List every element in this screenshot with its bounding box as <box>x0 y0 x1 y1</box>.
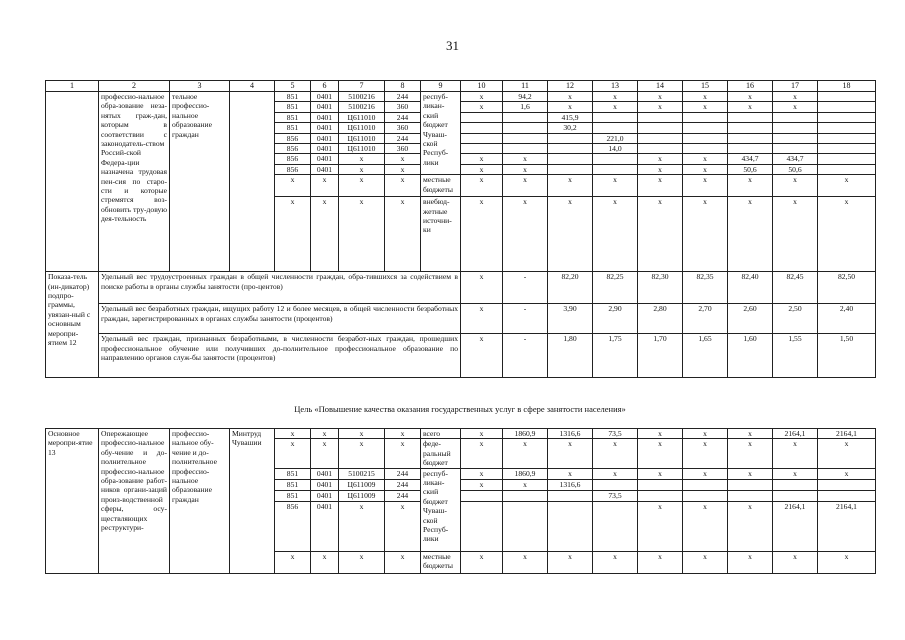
col-header: 10 <box>461 81 503 92</box>
value-cell <box>461 501 503 551</box>
indicator-value-cell: 82,50 <box>818 272 876 304</box>
budget-code-cell: x <box>385 429 421 439</box>
indicator-value-cell: 2,40 <box>818 304 876 334</box>
value-cell <box>503 133 548 143</box>
value-cell: x <box>773 439 818 468</box>
budget-table-part1 <box>45 80 876 378</box>
value-cell: x <box>728 175 773 197</box>
budget-code-cell: x <box>339 501 385 551</box>
col-header: 16 <box>728 81 773 92</box>
value-cell: x <box>461 102 503 112</box>
col-header: 4 <box>230 81 275 92</box>
budget-code-cell: Ц611009 <box>339 479 385 490</box>
table-row <box>46 429 876 439</box>
value-cell: x <box>683 154 728 164</box>
value-cell <box>773 133 818 143</box>
activity-type-cell: тельное профессио-нальное образование граждан <box>170 92 230 272</box>
budget-code-cell: 856 <box>275 154 311 164</box>
value-cell: 30,2 <box>548 123 593 133</box>
indicator-value-cell: 82,20 <box>548 272 593 304</box>
value-cell: x <box>548 175 593 197</box>
budget-code-cell: x <box>311 439 339 468</box>
value-cell <box>593 154 638 164</box>
col-header: 3 <box>170 81 230 92</box>
value-cell: x <box>818 197 876 272</box>
col-header: 2 <box>99 81 170 92</box>
value-cell: 1316,6 <box>548 429 593 439</box>
value-cell: x <box>638 551 683 573</box>
value-cell: x <box>503 479 548 490</box>
value-cell <box>818 154 876 164</box>
budget-code-cell: 0401 <box>311 154 339 164</box>
value-cell <box>773 112 818 122</box>
budget-code-cell: 856 <box>275 144 311 154</box>
budget-code-cell: 0401 <box>311 92 339 102</box>
budget-code-cell: 244 <box>385 112 421 122</box>
value-cell: x <box>461 479 503 490</box>
funding-source-cell: феде-ральный бюджет <box>421 439 461 468</box>
value-cell: x <box>638 501 683 551</box>
indicators-body <box>46 272 876 378</box>
value-cell <box>683 133 728 143</box>
budget-code-cell: x <box>385 154 421 164</box>
col-header: 17 <box>773 81 818 92</box>
value-cell: 2164,1 <box>773 501 818 551</box>
indicator-value-cell: 82,25 <box>593 272 638 304</box>
value-cell: x <box>683 102 728 112</box>
col-header: 12 <box>548 81 593 92</box>
value-cell: 14,0 <box>593 144 638 154</box>
value-cell: 434,7 <box>728 154 773 164</box>
value-cell: x <box>548 197 593 272</box>
value-cell <box>818 133 876 143</box>
value-cell: x <box>593 175 638 197</box>
value-cell: x <box>503 154 548 164</box>
value-cell <box>503 123 548 133</box>
value-cell: x <box>818 468 876 479</box>
indicator-value-cell: 1,65 <box>683 334 728 378</box>
budget-code-cell: x <box>275 429 311 439</box>
value-cell: x <box>683 551 728 573</box>
value-cell: x <box>683 468 728 479</box>
indicator-value-cell: 82,45 <box>773 272 818 304</box>
value-cell <box>593 479 638 490</box>
value-cell: 50,6 <box>773 164 818 174</box>
budget-code-cell: 0401 <box>311 133 339 143</box>
value-cell: x <box>461 429 503 439</box>
indicator-value-cell: x <box>461 304 503 334</box>
budget-code-cell: x <box>339 551 385 573</box>
budget-code-cell: x <box>339 154 385 164</box>
value-cell: x <box>818 551 876 573</box>
value-cell <box>548 144 593 154</box>
value-cell: x <box>728 468 773 479</box>
value-cell <box>503 490 548 501</box>
funding-source-cell: местные бюджеты <box>421 175 461 197</box>
budget-code-cell: x <box>339 175 385 197</box>
budget-code-cell: x <box>311 429 339 439</box>
indicator-value-cell: 2,60 <box>728 304 773 334</box>
budget-code-cell: 244 <box>385 479 421 490</box>
value-cell <box>818 102 876 112</box>
indicator-label-cell: Показа-тель (ин-дикатор) подпро-граммы, увязан-ный с основным меропри-ятием 12 <box>46 272 99 378</box>
value-cell: 1860,9 <box>503 468 548 479</box>
value-cell <box>773 144 818 154</box>
value-cell: x <box>773 197 818 272</box>
block2-body <box>46 429 876 574</box>
budget-code-cell: 244 <box>385 490 421 501</box>
value-cell <box>728 490 773 501</box>
value-cell: x <box>503 197 548 272</box>
value-cell: x <box>683 175 728 197</box>
indicator-value-cell: 1,50 <box>818 334 876 378</box>
indicator-value-cell: 3,90 <box>548 304 593 334</box>
value-cell: x <box>503 164 548 174</box>
indicator-row <box>46 304 876 334</box>
activity-number-cell: Основное меропри-ятие 13 <box>46 429 99 574</box>
budget-code-cell: 856 <box>275 133 311 143</box>
indicator-value-cell: 82,40 <box>728 272 773 304</box>
indicator-text-cell: Удельный вес трудоустроенных граждан в общей численности граждан, обра-тившихся за содействием в поиске работы в органы службы занятости (про-центов) <box>99 272 461 304</box>
budget-code-cell: 5100216 <box>339 102 385 112</box>
table-cell <box>230 92 275 272</box>
indicator-value-cell: 1,55 <box>773 334 818 378</box>
value-cell: 415,9 <box>548 112 593 122</box>
budget-code-cell: Ц611010 <box>339 112 385 122</box>
header-row <box>46 81 876 92</box>
budget-code-cell: x <box>385 197 421 272</box>
value-cell: 221,0 <box>593 133 638 143</box>
value-cell <box>461 490 503 501</box>
funding-source-cell: всего <box>421 429 461 439</box>
funding-source-cell: респуб-ликан-ский бюджет Чуваш-ской Респуб-лики <box>421 92 461 175</box>
indicator-value-cell: x <box>461 334 503 378</box>
budget-code-cell: 0401 <box>311 468 339 479</box>
budget-code-cell: 0401 <box>311 144 339 154</box>
value-cell: x <box>728 551 773 573</box>
indicator-value-cell: 82,30 <box>638 272 683 304</box>
value-cell: x <box>593 551 638 573</box>
value-cell: x <box>503 551 548 573</box>
value-cell <box>461 112 503 122</box>
indicator-value-cell: x <box>461 272 503 304</box>
budget-code-cell: x <box>339 439 385 468</box>
indicator-value-cell: 2,90 <box>593 304 638 334</box>
value-cell: x <box>773 175 818 197</box>
budget-code-cell: Ц611010 <box>339 133 385 143</box>
budget-code-cell: 0401 <box>311 501 339 551</box>
value-cell: x <box>773 551 818 573</box>
budget-code-cell: 851 <box>275 102 311 112</box>
funding-source-cell: внебюд-жетные источни-ки <box>421 197 461 272</box>
value-cell: x <box>461 154 503 164</box>
budget-code-cell: x <box>339 164 385 174</box>
value-cell <box>503 112 548 122</box>
budget-code-cell: 0401 <box>311 112 339 122</box>
budget-code-cell: Ц611009 <box>339 490 385 501</box>
value-cell: 73,5 <box>593 429 638 439</box>
value-cell: x <box>683 92 728 102</box>
budget-code-cell: x <box>275 551 311 573</box>
value-cell <box>638 490 683 501</box>
value-cell: 2164,1 <box>818 501 876 551</box>
value-cell <box>548 154 593 164</box>
value-cell: x <box>818 175 876 197</box>
col-header: 18 <box>818 81 876 92</box>
budget-code-cell: 244 <box>385 92 421 102</box>
value-cell <box>683 123 728 133</box>
value-cell: 94,2 <box>503 92 548 102</box>
budget-code-cell: x <box>275 175 311 197</box>
value-cell: x <box>638 429 683 439</box>
value-cell: x <box>683 164 728 174</box>
value-cell: x <box>461 164 503 174</box>
col-header: 13 <box>593 81 638 92</box>
value-cell <box>728 112 773 122</box>
value-cell <box>773 490 818 501</box>
value-cell: x <box>593 468 638 479</box>
value-cell <box>728 479 773 490</box>
value-cell: x <box>503 439 548 468</box>
activity-type-cell: профессио-нальное обу-чение и до-полнительное профессио-нальное образование граждан <box>170 429 230 574</box>
budget-table-part2 <box>45 428 876 574</box>
budget-code-cell: 244 <box>385 133 421 143</box>
budget-code-cell: 360 <box>385 102 421 112</box>
value-cell: 1860,9 <box>503 429 548 439</box>
col-header: 15 <box>683 81 728 92</box>
indicator-value-cell: 1,75 <box>593 334 638 378</box>
value-cell: x <box>638 154 683 164</box>
budget-code-cell: Ц611010 <box>339 123 385 133</box>
value-cell <box>593 112 638 122</box>
value-cell: x <box>461 468 503 479</box>
value-cell: x <box>683 429 728 439</box>
value-cell <box>683 144 728 154</box>
executor-cell: Минтруд Чувашии <box>230 429 275 574</box>
value-cell <box>548 133 593 143</box>
funding-source-cell: респуб-ликан-ский бюджет Чуваш-ской Респуб-лики <box>421 468 461 551</box>
budget-code-cell: 5100215 <box>339 468 385 479</box>
value-cell: 50,6 <box>728 164 773 174</box>
value-cell: 73,5 <box>593 490 638 501</box>
budget-code-cell: 851 <box>275 112 311 122</box>
indicator-text-cell: Удельный вес безработных граждан, ищущих работу 12 и более месяцев, в общей численности безработных граждан, зарегистрированных в органах службы занятости (процентов) <box>99 304 461 334</box>
activity-name-cell: профессио-нальное обра-зование неза-нятых граж-дан, которым в соответствии с законодатель-ством Россий-ской Федера-ции назначена трудовая пен-сия по старо-сти и которые стремятся воз-обновить тру-довую дея-тельность <box>99 92 170 272</box>
value-cell: x <box>548 92 593 102</box>
value-cell: x <box>593 92 638 102</box>
budget-code-cell: x <box>385 501 421 551</box>
value-cell: x <box>728 102 773 112</box>
budget-code-cell: 856 <box>275 164 311 174</box>
budget-code-cell: 856 <box>275 501 311 551</box>
value-cell: x <box>548 468 593 479</box>
value-cell: x <box>728 429 773 439</box>
value-cell: x <box>593 102 638 112</box>
col-header: 8 <box>385 81 421 92</box>
indicator-value-cell: - <box>503 272 548 304</box>
indicator-value-cell: 1,80 <box>548 334 593 378</box>
value-cell <box>818 164 876 174</box>
col-header: 9 <box>421 81 461 92</box>
value-cell: 2164,1 <box>818 429 876 439</box>
value-cell <box>728 144 773 154</box>
value-cell <box>638 112 683 122</box>
value-cell <box>818 490 876 501</box>
col-header: 1 <box>46 81 99 92</box>
value-cell: x <box>461 92 503 102</box>
value-cell <box>548 164 593 174</box>
budget-code-cell: 0401 <box>311 123 339 133</box>
value-cell: x <box>548 439 593 468</box>
goal-heading: Цель «Повышение качества оказания государственных услуг в сфере занятости населения» <box>294 404 626 414</box>
col-header: 6 <box>311 81 339 92</box>
budget-code-cell: 5100216 <box>339 92 385 102</box>
budget-code-cell: 0401 <box>311 490 339 501</box>
value-cell: x <box>728 439 773 468</box>
col-header: 7 <box>339 81 385 92</box>
value-cell: x <box>683 501 728 551</box>
value-cell <box>728 133 773 143</box>
value-cell: 2164,1 <box>773 429 818 439</box>
value-cell: x <box>773 92 818 102</box>
value-cell: 434,7 <box>773 154 818 164</box>
budget-code-cell: x <box>385 551 421 573</box>
value-cell: 1316,6 <box>548 479 593 490</box>
col-header: 11 <box>503 81 548 92</box>
indicator-value-cell: 1,60 <box>728 334 773 378</box>
col-header: 14 <box>638 81 683 92</box>
funding-source-cell: местные бюджеты <box>421 551 461 573</box>
budget-code-cell: 851 <box>275 490 311 501</box>
value-cell: x <box>728 197 773 272</box>
budget-code-cell: x <box>385 175 421 197</box>
value-cell <box>683 112 728 122</box>
value-cell: x <box>638 92 683 102</box>
value-cell <box>503 144 548 154</box>
value-cell <box>638 144 683 154</box>
col-header: 5 <box>275 81 311 92</box>
value-cell <box>548 501 593 551</box>
value-cell: x <box>638 164 683 174</box>
value-cell <box>818 123 876 133</box>
budget-code-cell: 0401 <box>311 102 339 112</box>
value-cell <box>638 123 683 133</box>
indicator-row <box>46 334 876 378</box>
budget-code-cell: 851 <box>275 92 311 102</box>
indicator-text-cell: Удельный вес граждан, признанных безработными, в численности безработ-ных граждан, прошедших профессиональное обучение или получивших до-полнительное профессиональное образование по направлению органов служ-бы занятости (процентов) <box>99 334 461 378</box>
value-cell: x <box>683 197 728 272</box>
value-cell: x <box>548 102 593 112</box>
budget-code-cell: 360 <box>385 123 421 133</box>
budget-code-cell: x <box>385 164 421 174</box>
value-cell: 1,6 <box>503 102 548 112</box>
value-cell: x <box>638 175 683 197</box>
budget-code-cell: x <box>339 197 385 272</box>
value-cell <box>503 501 548 551</box>
value-cell: x <box>461 197 503 272</box>
value-cell: x <box>503 175 548 197</box>
page-number: 31 <box>446 38 459 53</box>
value-cell: x <box>593 197 638 272</box>
budget-code-cell: Ц611010 <box>339 144 385 154</box>
budget-code-cell: 0401 <box>311 479 339 490</box>
block1-body <box>46 92 876 272</box>
value-cell <box>683 479 728 490</box>
value-cell: x <box>461 175 503 197</box>
budget-code-cell: 851 <box>275 479 311 490</box>
value-cell: x <box>638 468 683 479</box>
indicator-value-cell: 2,80 <box>638 304 683 334</box>
value-cell <box>818 479 876 490</box>
value-cell: x <box>773 102 818 112</box>
budget-code-cell: x <box>339 429 385 439</box>
indicator-value-cell: 82,35 <box>683 272 728 304</box>
value-cell: x <box>461 551 503 573</box>
budget-code-cell: x <box>275 197 311 272</box>
value-cell <box>638 479 683 490</box>
value-cell <box>818 92 876 102</box>
value-cell <box>773 479 818 490</box>
indicator-value-cell: - <box>503 334 548 378</box>
value-cell: x <box>593 439 638 468</box>
value-cell: x <box>638 197 683 272</box>
budget-code-cell: x <box>275 439 311 468</box>
budget-code-cell: x <box>311 175 339 197</box>
indicator-row <box>46 272 876 304</box>
indicator-value-cell: 1,70 <box>638 334 683 378</box>
value-cell <box>461 144 503 154</box>
value-cell: x <box>728 501 773 551</box>
value-cell <box>818 112 876 122</box>
value-cell: x <box>638 102 683 112</box>
value-cell <box>461 133 503 143</box>
value-cell: x <box>818 439 876 468</box>
value-cell <box>818 144 876 154</box>
value-cell <box>683 490 728 501</box>
budget-code-cell: x <box>385 439 421 468</box>
budget-code-cell: 244 <box>385 468 421 479</box>
budget-code-cell: x <box>311 197 339 272</box>
value-cell: x <box>683 439 728 468</box>
value-cell <box>773 123 818 133</box>
budget-code-cell: x <box>311 551 339 573</box>
value-cell <box>593 123 638 133</box>
indicator-value-cell: 2,70 <box>683 304 728 334</box>
budget-code-cell: 851 <box>275 468 311 479</box>
indicator-value-cell: 2,50 <box>773 304 818 334</box>
value-cell <box>461 123 503 133</box>
value-cell: x <box>548 551 593 573</box>
budget-code-cell: 851 <box>275 123 311 133</box>
budget-code-cell: 360 <box>385 144 421 154</box>
value-cell: x <box>728 92 773 102</box>
table-row <box>46 92 876 102</box>
value-cell <box>548 490 593 501</box>
indicator-value-cell: - <box>503 304 548 334</box>
activity-name-cell: Опережающее профессио-нальное обу-чение и до-полнительное профессио-нальное обра-зование работ-ников органи-заций произ-водственной сферы, осу-ществляющих реструктури- <box>99 429 170 574</box>
value-cell <box>593 501 638 551</box>
value-cell: x <box>773 468 818 479</box>
value-cell: x <box>461 439 503 468</box>
value-cell: x <box>638 439 683 468</box>
value-cell <box>593 164 638 174</box>
budget-code-cell: 0401 <box>311 164 339 174</box>
value-cell <box>638 133 683 143</box>
value-cell <box>728 123 773 133</box>
table-cell <box>46 92 99 272</box>
